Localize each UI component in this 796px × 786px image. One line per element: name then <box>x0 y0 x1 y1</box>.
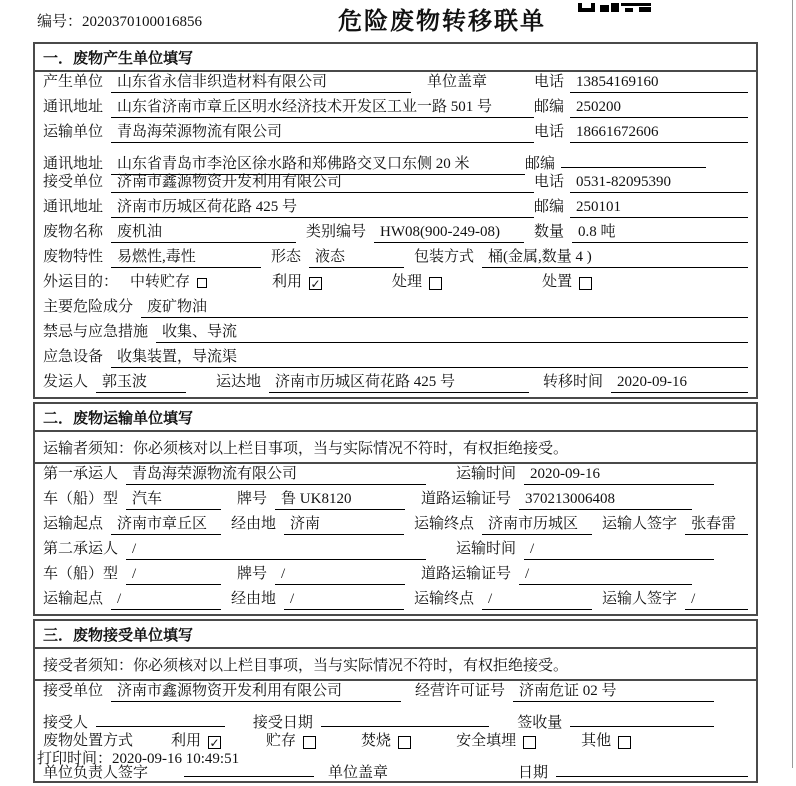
producer-row <box>35 72 756 97</box>
transporter-notice: 运输者须知：你必须核对以上栏目事项，当与实际情况不符时，有权拒绝接受。 <box>35 432 756 464</box>
waste-name-row <box>35 222 756 247</box>
plate-label: 牌号 <box>237 491 268 507</box>
disposal-option-landfill <box>456 731 536 752</box>
waste-name-value: 废机油 <box>111 222 296 243</box>
section-transport <box>33 402 758 616</box>
carrier-sign-value: / <box>685 589 748 610</box>
section1-title: 一．废物产生单位填写 <box>35 44 756 72</box>
address-label: 通讯地址 <box>43 99 104 115</box>
transfer-time-label: 转移时间 <box>543 374 604 390</box>
carrier2-row <box>35 539 756 564</box>
option-label: 其他 <box>581 733 612 749</box>
route-start-label: 运输起点 <box>43 516 104 532</box>
form-label: 形态 <box>271 249 302 265</box>
checkbox-unchecked <box>398 736 411 749</box>
option-label: 利用 <box>171 733 202 749</box>
route-start-label: 运输起点 <box>43 591 104 607</box>
vehicle1-row <box>35 489 756 514</box>
checkbox-checked: ✓ <box>310 276 321 291</box>
checkbox-unchecked <box>429 277 442 290</box>
purpose-label: 外运目的： <box>43 274 119 290</box>
vehicle2-row <box>35 564 756 589</box>
equipment-label: 应急设备 <box>43 349 104 365</box>
carrier-sign-label: 运输人签字 <box>602 591 678 607</box>
page-edge-line <box>792 0 793 768</box>
transfer-time-value: 2020-09-16 <box>611 372 748 393</box>
transporter-label: 运输单位 <box>43 124 104 140</box>
print-time-label: 打印时间： <box>37 751 113 767</box>
carrier-label: 第一承运人 <box>43 466 119 482</box>
serial-number <box>37 10 202 31</box>
document-header <box>0 0 796 40</box>
serial-value: 2020370100016856 <box>82 14 203 30</box>
purpose-row <box>35 272 756 297</box>
option-label: 处理 <box>392 274 423 290</box>
contraindication-label: 禁忌与应急措施 <box>43 324 149 340</box>
vehicle-type-label: 车（船）型 <box>43 491 119 507</box>
unit-seal-label: 单位盖章 <box>328 765 389 781</box>
plate-value: / <box>275 564 405 585</box>
route-via-label: 经由地 <box>231 591 277 607</box>
destination-value: 济南市历城区荷花路 425 号 <box>269 372 529 393</box>
equipment-value: 收集装置，导流渠 <box>111 347 748 368</box>
recipient-value <box>96 706 225 727</box>
option-label: 焚烧 <box>361 733 392 749</box>
sign-date-label: 日期 <box>518 765 549 781</box>
carrier-value: 青岛海荣源物流有限公司 <box>126 464 426 485</box>
equipment-row <box>35 347 756 372</box>
carrier-label: 第二承运人 <box>43 541 119 557</box>
zip-value: 250101 <box>570 197 748 218</box>
route-via-value: 济南 <box>284 514 404 535</box>
transport-time-label: 运输时间 <box>456 466 517 482</box>
transporter-row <box>35 122 756 147</box>
hazard-value: 废矿物油 <box>141 297 748 318</box>
phone-value: 13854169160 <box>570 72 748 93</box>
road-license-label: 道路运输证号 <box>421 566 512 582</box>
section-producer <box>33 42 758 399</box>
plate-value: 鲁 UK8120 <box>275 489 405 510</box>
contraindication-value: 收集、导流 <box>156 322 748 343</box>
receiver-notice: 接受者须知：你必须核对以上栏目事项，当与实际情况不符时，有权拒绝接受。 <box>35 649 756 681</box>
transporter-address-row <box>35 147 756 172</box>
consignor-label: 发运人 <box>43 374 89 390</box>
consignor-row <box>35 372 756 397</box>
receiving-unit-row <box>35 681 756 706</box>
section3-title: 三．废物接受单位填写 <box>35 621 756 649</box>
route2-row <box>35 589 756 614</box>
transport-time-value: 2020-09-16 <box>524 464 714 485</box>
checkbox-unchecked <box>579 277 592 290</box>
checkbox-checked: ✓ <box>209 735 220 750</box>
option-label: 中转贮存 <box>130 274 191 290</box>
producer-address-row <box>35 97 756 122</box>
plate-label: 牌号 <box>237 566 268 582</box>
route-end-label: 运输终点 <box>414 591 475 607</box>
qr-code-icon <box>578 0 654 18</box>
manifest-form <box>33 42 758 786</box>
qty-label: 数量 <box>534 224 565 240</box>
checkbox-unchecked <box>197 278 207 288</box>
route-via-value: / <box>284 589 404 610</box>
phone-value: 0531-82095390 <box>570 172 748 193</box>
code-label: 类别编号 <box>306 224 367 240</box>
qty-value: 0.8 吨 <box>572 222 748 243</box>
hazard-label: 主要危险成分 <box>43 299 134 315</box>
option-label: 处置 <box>542 274 573 290</box>
receiver-label: 接受单位 <box>43 174 104 190</box>
page-title: 危险废物转移联单 <box>338 9 546 35</box>
option-label: 安全填埋 <box>456 733 517 749</box>
transport-time-label: 运输时间 <box>456 541 517 557</box>
option-label: 贮存 <box>266 733 297 749</box>
disposal-option-store <box>266 731 316 752</box>
pack-label: 包装方式 <box>414 249 475 265</box>
carrier1-row <box>35 464 756 489</box>
hazard-row <box>35 297 756 322</box>
waste-name-label: 废物名称 <box>43 224 104 240</box>
address-value: 山东省济南市章丘区明水经济技术开发区工业一路 501 号 <box>111 97 534 118</box>
permit-value: 济南危证 02 号 <box>513 681 714 702</box>
waste-traits-row <box>35 247 756 272</box>
traits-value: 易燃性,毒性 <box>111 247 261 268</box>
receiver-value: 济南市鑫源物资开发利用有限公司 <box>111 172 534 193</box>
carrier-value: / <box>126 539 426 560</box>
disposal-label: 废物处置方式 <box>43 733 134 749</box>
receiver-row <box>35 172 756 197</box>
receiver-address-row <box>35 197 756 222</box>
disposal-option-other <box>581 731 631 752</box>
checkbox-unchecked <box>618 736 631 749</box>
zip-value: 250200 <box>570 97 748 118</box>
address-value: 山东省青岛市李沧区徐水路和郑佛路交叉口东侧 20 米 <box>111 154 525 175</box>
code-value: HW08(900-249-08) <box>374 222 524 243</box>
phone-label: 电话 <box>533 124 564 140</box>
road-license-value: / <box>519 564 692 585</box>
receiving-unit-value: 济南市鑫源物资开发利用有限公司 <box>111 681 401 702</box>
received-amount-label: 签收量 <box>517 715 563 731</box>
purpose-option-utilize <box>272 272 322 293</box>
zip-label: 邮编 <box>533 99 564 115</box>
print-time-value: 2020-09-16 10:49:51 <box>112 751 240 767</box>
pack-value: 桶(金属,数量 4 ) <box>482 247 748 268</box>
contraindication-row <box>35 322 756 347</box>
form-value: 液态 <box>309 247 404 268</box>
route-end-value: / <box>482 589 592 610</box>
sign-date-value <box>556 756 748 777</box>
carrier-sign-label: 运输人签字 <box>602 516 678 532</box>
vehicle-type-value: 汽车 <box>126 489 221 510</box>
recipient-row <box>35 706 756 731</box>
producer-value: 山东省永信非织造材料有限公司 <box>111 72 411 93</box>
purpose-option-transfer <box>130 272 207 293</box>
section2-title: 二．废物运输单位填写 <box>35 404 756 432</box>
disposal-option-incinerate <box>361 731 411 752</box>
route-via-label: 经由地 <box>231 516 277 532</box>
route-end-value: 济南市历城区 <box>482 514 592 535</box>
print-time <box>37 747 239 768</box>
transporter-value: 青岛海荣源物流有限公司 <box>111 122 534 143</box>
address-value: 济南市历城区荷花路 425 号 <box>111 197 534 218</box>
receive-date-value <box>321 706 489 727</box>
carrier-sign-value: 张春雷 <box>685 514 748 535</box>
zip-label: 邮编 <box>533 199 564 215</box>
seal-label: 单位盖章 <box>427 74 488 90</box>
route1-row <box>35 514 756 539</box>
address-label: 通讯地址 <box>43 156 104 172</box>
traits-label: 废物特性 <box>43 249 104 265</box>
road-license-value: 370213006408 <box>519 489 692 510</box>
transport-time-value: / <box>524 539 714 560</box>
serial-label: 编号： <box>37 14 83 30</box>
purpose-option-dispose <box>542 272 592 293</box>
vehicle-type-value: / <box>126 564 221 585</box>
phone-value: 18661672606 <box>570 122 748 143</box>
address-label: 通讯地址 <box>43 199 104 215</box>
zip-label: 邮编 <box>524 156 555 172</box>
route-end-label: 运输终点 <box>414 516 475 532</box>
head-sign-label: 单位负责人签字 <box>43 765 149 781</box>
consignor-value: 郭玉波 <box>96 372 186 393</box>
receiving-unit-label: 接受单位 <box>43 683 104 699</box>
road-license-label: 道路运输证号 <box>421 491 512 507</box>
checkbox-unchecked <box>523 736 536 749</box>
received-amount-value <box>570 706 714 727</box>
option-label: 利用 <box>272 274 303 290</box>
purpose-option-treat <box>392 272 442 293</box>
checkbox-unchecked <box>303 736 316 749</box>
route-start-value: / <box>111 589 221 610</box>
phone-label: 电话 <box>533 74 564 90</box>
vehicle-type-label: 车（船）型 <box>43 566 119 582</box>
destination-label: 运达地 <box>216 374 262 390</box>
recipient-label: 接受人 <box>43 715 89 731</box>
producer-label: 产生单位 <box>43 74 104 90</box>
permit-label: 经营许可证号 <box>415 683 506 699</box>
receive-date-label: 接受日期 <box>252 715 313 731</box>
route-start-value: 济南市章丘区 <box>111 514 221 535</box>
phone-label: 电话 <box>533 174 564 190</box>
zip-value <box>561 147 706 168</box>
